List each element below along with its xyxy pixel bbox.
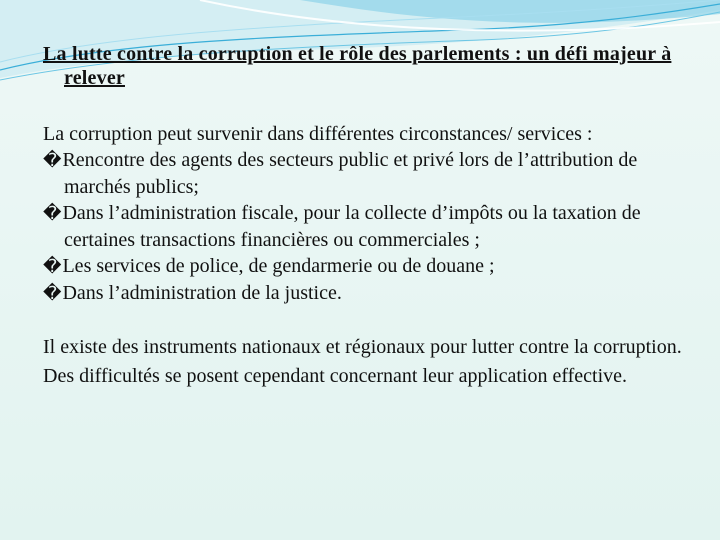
- bullet-icon: �: [43, 203, 62, 224]
- closing-paragraph: Il existe des instruments nationaux et régionaux pour lutter contre la corruption. Des difficultés se posent cependant concernant leur application effective.: [43, 336, 682, 387]
- list-item-text: Rencontre des agents des secteurs public et privé lors de l’attribution de marchés publics;: [62, 149, 638, 198]
- intro-paragraph: La corruption peut survenir dans différentes circonstances/ services :: [43, 123, 593, 145]
- bullet-icon: �: [43, 150, 62, 171]
- list-item: [43, 280, 693, 307]
- slide-title: La lutte contre la corruption et le rôle des parlements : un défi majeur à relever: [43, 43, 672, 89]
- list-item-text: Dans l’administration de la justice.: [62, 282, 342, 304]
- bullet-icon: �: [43, 283, 62, 304]
- list-item: [43, 200, 693, 253]
- list-item-text: Les services de police, de gendarmerie ou de douane ;: [62, 255, 495, 277]
- list-item: [43, 253, 693, 280]
- list-item-text: Dans l’administration fiscale, pour la collecte d’impôts ou la taxation de certaines transactions financières ou commerciales ;: [62, 202, 641, 251]
- slide-content: [43, 42, 693, 391]
- body-text: [43, 121, 693, 307]
- list-item: [43, 147, 693, 200]
- bullet-icon: �: [43, 256, 62, 277]
